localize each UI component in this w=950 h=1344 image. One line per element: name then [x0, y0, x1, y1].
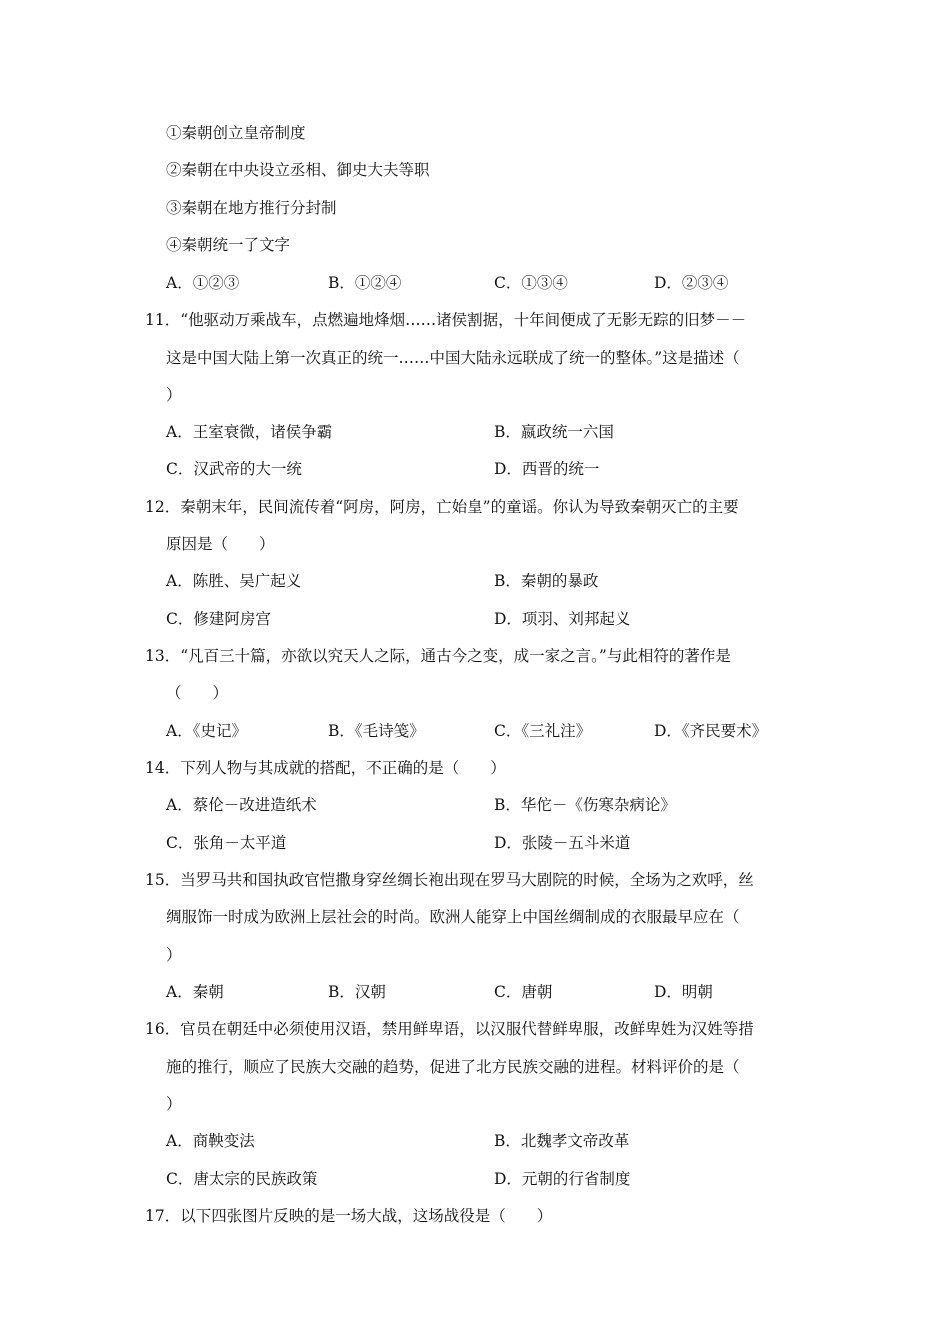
q15-stem-line-1: 15．当罗马共和国执政官恺撒身穿丝绸长袍出现在罗马大剧院的时候，全场为之欢呼，丝: [145, 871, 754, 889]
q17-stem-line-1: 17．以下四张图片反映的是一场大战，这场战役是（ ）: [145, 1207, 553, 1225]
q16-option-c[interactable]: C．唐太宗的民族政策: [166, 1170, 318, 1188]
q11-stem-line-2: 这是中国大陆上第一次真正的统一……中国大陆永远联成了统一的整体。”这是描述（: [166, 349, 740, 367]
q13-option-b[interactable]: B．《毛诗笺》: [328, 722, 425, 740]
q10-statement-3: ③秦朝在地方推行分封制: [166, 199, 337, 217]
q16-stem-line-3: ）: [166, 1095, 182, 1113]
q10-statement-1: ①秦朝创立皇帝制度: [166, 124, 306, 142]
q13-option-a[interactable]: A．《史记》: [166, 722, 247, 740]
q10-option-c[interactable]: C．①③④: [494, 274, 568, 292]
q15-stem-line-3: ）: [166, 946, 182, 964]
q15-option-b[interactable]: B．汉朝: [328, 983, 386, 1001]
q12-stem-line-1: 12．秦朝末年，民间流传着“阿房，阿房，亡始皇”的童谣。你认为导致秦朝灭亡的主要: [145, 498, 739, 516]
q12-option-c[interactable]: C．修建阿房宫: [166, 610, 271, 628]
q10-statement-2: ②秦朝在中央设立丞相、御史大夫等职: [166, 161, 430, 179]
q11-option-b[interactable]: B．嬴政统一六国: [494, 423, 614, 441]
q10-statement-4: ④秦朝统一了文字: [166, 236, 291, 254]
q13-stem-line-2: （ ）: [166, 684, 229, 702]
q10-option-a[interactable]: A．①②③: [166, 274, 240, 292]
q11-stem-line-1: 11．“他驱动万乘战车，点燃遍地烽烟……诸侯割据，十年间便成了无影无踪的旧梦－－: [145, 311, 747, 329]
q13-stem-line-1: 13．“凡百三十篇，亦欲以究天人之际，通古今之变，成一家之言。”与此相符的著作是: [145, 647, 731, 665]
q15-stem-line-2: 绸服饰一时成为欧洲上层社会的时尚。欧洲人能穿上中国丝绸制成的衣服最早应在（: [166, 908, 740, 926]
q10-option-d[interactable]: D．②③④: [654, 274, 729, 292]
q11-option-c[interactable]: C．汉武帝的大一统: [166, 460, 302, 478]
q12-option-b[interactable]: B．秦朝的暴政: [494, 572, 599, 590]
q10-option-b[interactable]: B．①②④: [328, 274, 402, 292]
q12-option-a[interactable]: A．陈胜、吴广起义: [166, 572, 302, 590]
q16-stem-line-2: 施的推行，顺应了民族大交融的趋势，促进了北方民族交融的进程。材料评价的是（: [166, 1058, 740, 1076]
q11-stem-line-3: ）: [166, 386, 182, 404]
q14-option-b[interactable]: B．华佗－《伤寒杂病论》: [494, 796, 676, 814]
q15-option-d[interactable]: D．明朝: [654, 983, 713, 1001]
q13-option-d[interactable]: D．《齐民要术》: [654, 722, 768, 740]
q15-option-a[interactable]: A．秦朝: [166, 983, 224, 1001]
q14-option-d[interactable]: D．张陵－五斗米道: [494, 834, 631, 852]
q12-stem-line-2: 原因是（ ）: [166, 535, 275, 553]
q16-option-b[interactable]: B．北魏孝文帝改革: [494, 1132, 630, 1150]
q15-option-c[interactable]: C．唐朝: [494, 983, 553, 1001]
q13-option-c[interactable]: C．《三礼注》: [494, 722, 592, 740]
q14-option-c[interactable]: C．张角－太平道: [166, 834, 287, 852]
q16-option-d[interactable]: D．元朝的行省制度: [494, 1170, 631, 1188]
q14-stem-line-1: 14．下列人物与其成就的搭配，不正确的是（ ）: [145, 759, 506, 777]
q11-option-d[interactable]: D．西晋的统一: [494, 460, 600, 478]
q12-option-d[interactable]: D．项羽、刘邦起义: [494, 610, 631, 628]
q16-option-a[interactable]: A．商鞅变法: [166, 1132, 255, 1150]
q11-option-a[interactable]: A．王室衰微，诸侯争霸: [166, 423, 333, 441]
q14-option-a[interactable]: A．蔡伦－改进造纸术: [166, 796, 317, 814]
q16-stem-line-1: 16．官员在朝廷中必须使用汉语，禁用鲜卑语，以汉服代替鲜卑服，改鲜卑姓为汉姓等措: [145, 1020, 754, 1038]
